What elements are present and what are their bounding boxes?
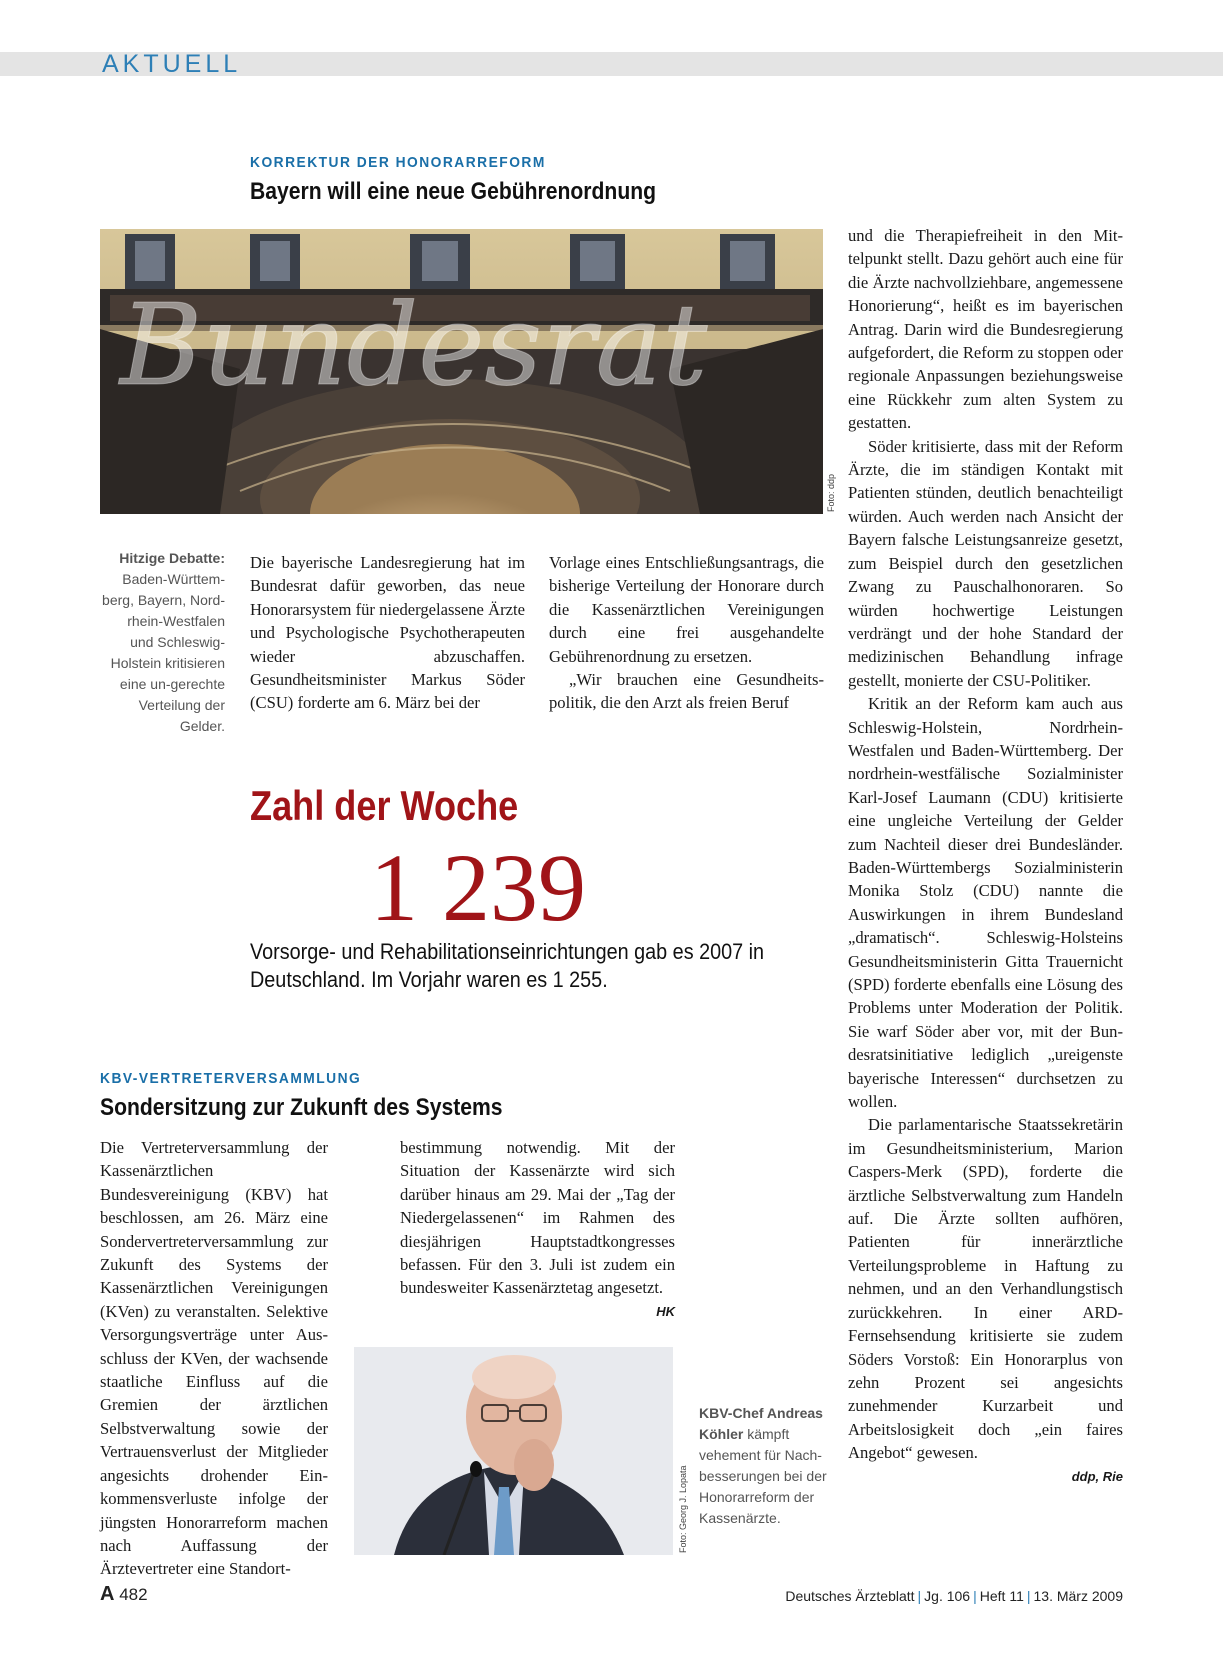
footer-journal-info: Deutsches Ärzteblatt | Jg. 106 | Heft 11 | 13. März 2009 (785, 1588, 1123, 1604)
portrait-caption-text: kämpft vehement für Nachbesserungen bei der Honorarreform der Kassenärzte. (699, 1426, 827, 1526)
article2-column-2 (400, 1136, 675, 1323)
page-number (100, 1583, 148, 1606)
portrait-caption (699, 1403, 831, 1529)
article2-column-1 (100, 1136, 328, 1581)
footer-journal: Deutsches Ärzteblatt (785, 1588, 915, 1604)
article1-signature: ddp, Rie (1071, 1468, 1123, 1484)
footer-date: 13. März 2009 (1033, 1588, 1123, 1604)
photo-caption (100, 548, 225, 737)
article1-col2-p2: „Wir brauchen eine Gesundheitspolitik, die den Arzt als freien Beruf (549, 670, 824, 713)
article2-col2-text: bestimmung notwendig. Mit der Situation der Kassenärzte wird sich darüber hinaus am 29. Mai der „Tag der Niedergelassenen“ im Rahmen des diesjährigen Hauptstadtkongresses befassen. Für den 3. Juli ist zudem ein bundesweiter Kassenärztetag angesetzt. (400, 1138, 675, 1298)
portrait-caption-lead: KBV-Chef Andreas Köhler (699, 1405, 823, 1442)
zahl-title: Zahl der Woche (250, 782, 519, 829)
section-label: AKTUELL (102, 50, 242, 78)
article1-headline: Bayern will eine neue Gebührenordnung (250, 178, 657, 205)
article1-col3-p1: und die Therapiefreiheit in den Mittelpunkt stellt. Dazu gehört auch eine für die Ärzte nachvollziehbare, angemessene Honorierung“, heißt es im bayerischen Antrag. Darin wird die Bundesregierung aufgefordert, die Reform zu stoppen oder regionale Anpassungen beziehungsweise eine Rückkehr zum alten System zu gestatten. (848, 226, 1123, 433)
photo-credit: Foto: ddp (826, 473, 836, 512)
article1-col2-p1: Vorlage eines Entschließungsantrags, die bisherige Verteilung der Honorare durch die Kassenärztlichen Vereinigungen durch eine frei ausgehandelte Gebührenordnung zu ersetzen. (549, 553, 824, 666)
bundesrat-photo (100, 229, 823, 514)
caption-text: Baden-Württem-berg, Bayern, Nord-rhein-Westfalen und Schleswig-Holstein kritisieren eine un-gerechte Verteilung der Gelder. (102, 571, 225, 734)
caption-lead: Hitzige Debatte: (119, 550, 225, 566)
article2-signature: HK (656, 1303, 675, 1319)
photo-overlay-text: Bundesrat (120, 281, 708, 411)
portrait-credit: Foto: Georg J. Lopata (678, 1465, 688, 1553)
article1-col3-p3: Kritik an der Reform kam auch aus Schleswig-Holstein, Nordrhein-Westfalen und Baden-Württemberg. Der nordrhein-westfälische Sozialminister Karl-Josef Laumann (CDU) kritisierte eine ungleiche Verteilung der Gelder zum Nachteil dieser drei Bundesländer. Baden-Württembergs Sozialministerin Monika Stolz (CDU) nannte die Auswirkungen in ihrem Bundesland „dramatisch“. Schleswig-Holsteins Gesundheitsministerin Gitta Trauernicht (SPD) forderte ebenfalls eine Lösung des Problems unter Moderation der Politik. Sie warf Söder aber vor, mit der Bundesratsinitiative lediglich „ureigenste bayerische Interessen“ durchsetzen zu wollen. (848, 694, 1123, 1112)
article1-col1-text: Die bayerische Landesregierung hat im Bundesrat dafür geworben, das neue Honorarsystem für niedergelassene Ärzte und Psychologische Psychotherapeuten wieder abzuschaffen. Gesundheitsminister Markus Söder (CSU) forderte am 6. März bei der (250, 553, 525, 713)
article1-column-1 (250, 551, 525, 715)
footer-issue: Heft 11 (979, 1588, 1024, 1604)
page-prefix: A (100, 1583, 115, 1605)
zahl-number: 1 239 (370, 834, 586, 941)
zahl-text: Vorsorge- und Rehabilitationseinrichtungen gab es 2007 in Deutschland. Im Vorjahr waren es 1 255. (250, 939, 765, 992)
page-number-value: 482 (119, 1585, 148, 1604)
article2-col1-text: Die Vertreterversammlung der Kassenärztlichen Bundesvereinigung (KBV) hat beschlossen, am 26. März eine Sondervertreterversammlung zur Zukunft des Systems der Kassenärztlichen Vereinigungen (KVen) zu veranstalten. Selektive Versorgungsverträge unter Ausschluss der KVen, der wachsende staatliche Einfluss auf die Gremien der ärztlichen Selbstverwaltung sowie der Vertrauensverlust der Mitglieder angesichts drohender Einkommensverluste infolge der jüngsten Honorarreform machen nach Auffassung der Ärztevertreter eine Standort- (100, 1138, 328, 1579)
koehler-photo (354, 1347, 673, 1555)
article1-col3-p2: Söder kritisierte, dass mit der Reform Ärzte, die im ständigen Kontakt mit Patienten stünden, deutlich benachteiligt würden. Auch werden nach Ansicht der Bayern falsche Leistungsanreize gesetzt, zum Beispiel durch den gesetzlichen Zwang zu Pauschalhonoraren. So würden hochwertige Leistungen verdrängt und der hohe Standard der medizinischen Behandlung infrage gestellt, monierte der CSU-Politiker. (848, 436, 1123, 690)
article2-headline: Sondersitzung zur Zukunft des Systems (100, 1094, 503, 1121)
article1-kicker: KORREKTUR DER HONORARREFORM (250, 154, 546, 171)
article1-col3-p4: Die parlamentarische Staatssekretärin im Gesundheitsministerium, Marion Caspers-Merk (SPD), forderte die ärztliche Selbstverwaltung zum Handeln auf. Die Ärzte sollten aufhören, Patienten für innerärztliche Verteilungsprobleme in Haftung zu nehmen, und an den Verhandlungstisch zurückkehren. In einer ARD-Fernsehsendung kritisierte sie zudem Söders Vorstoß: Ein Honorarplus von zehn Prozent sei angesichts zunehmender Kurzarbeit und Arbeitslosigkeit doch „ein faires Angebot“ gewesen. (848, 1115, 1123, 1463)
article1-column-2 (549, 551, 824, 715)
article2-kicker: KBV-VERTRETERVERSAMMLUNG (100, 1070, 362, 1087)
article1-column-3 (848, 224, 1123, 1488)
footer-volume: Jg. 106 (924, 1588, 971, 1604)
